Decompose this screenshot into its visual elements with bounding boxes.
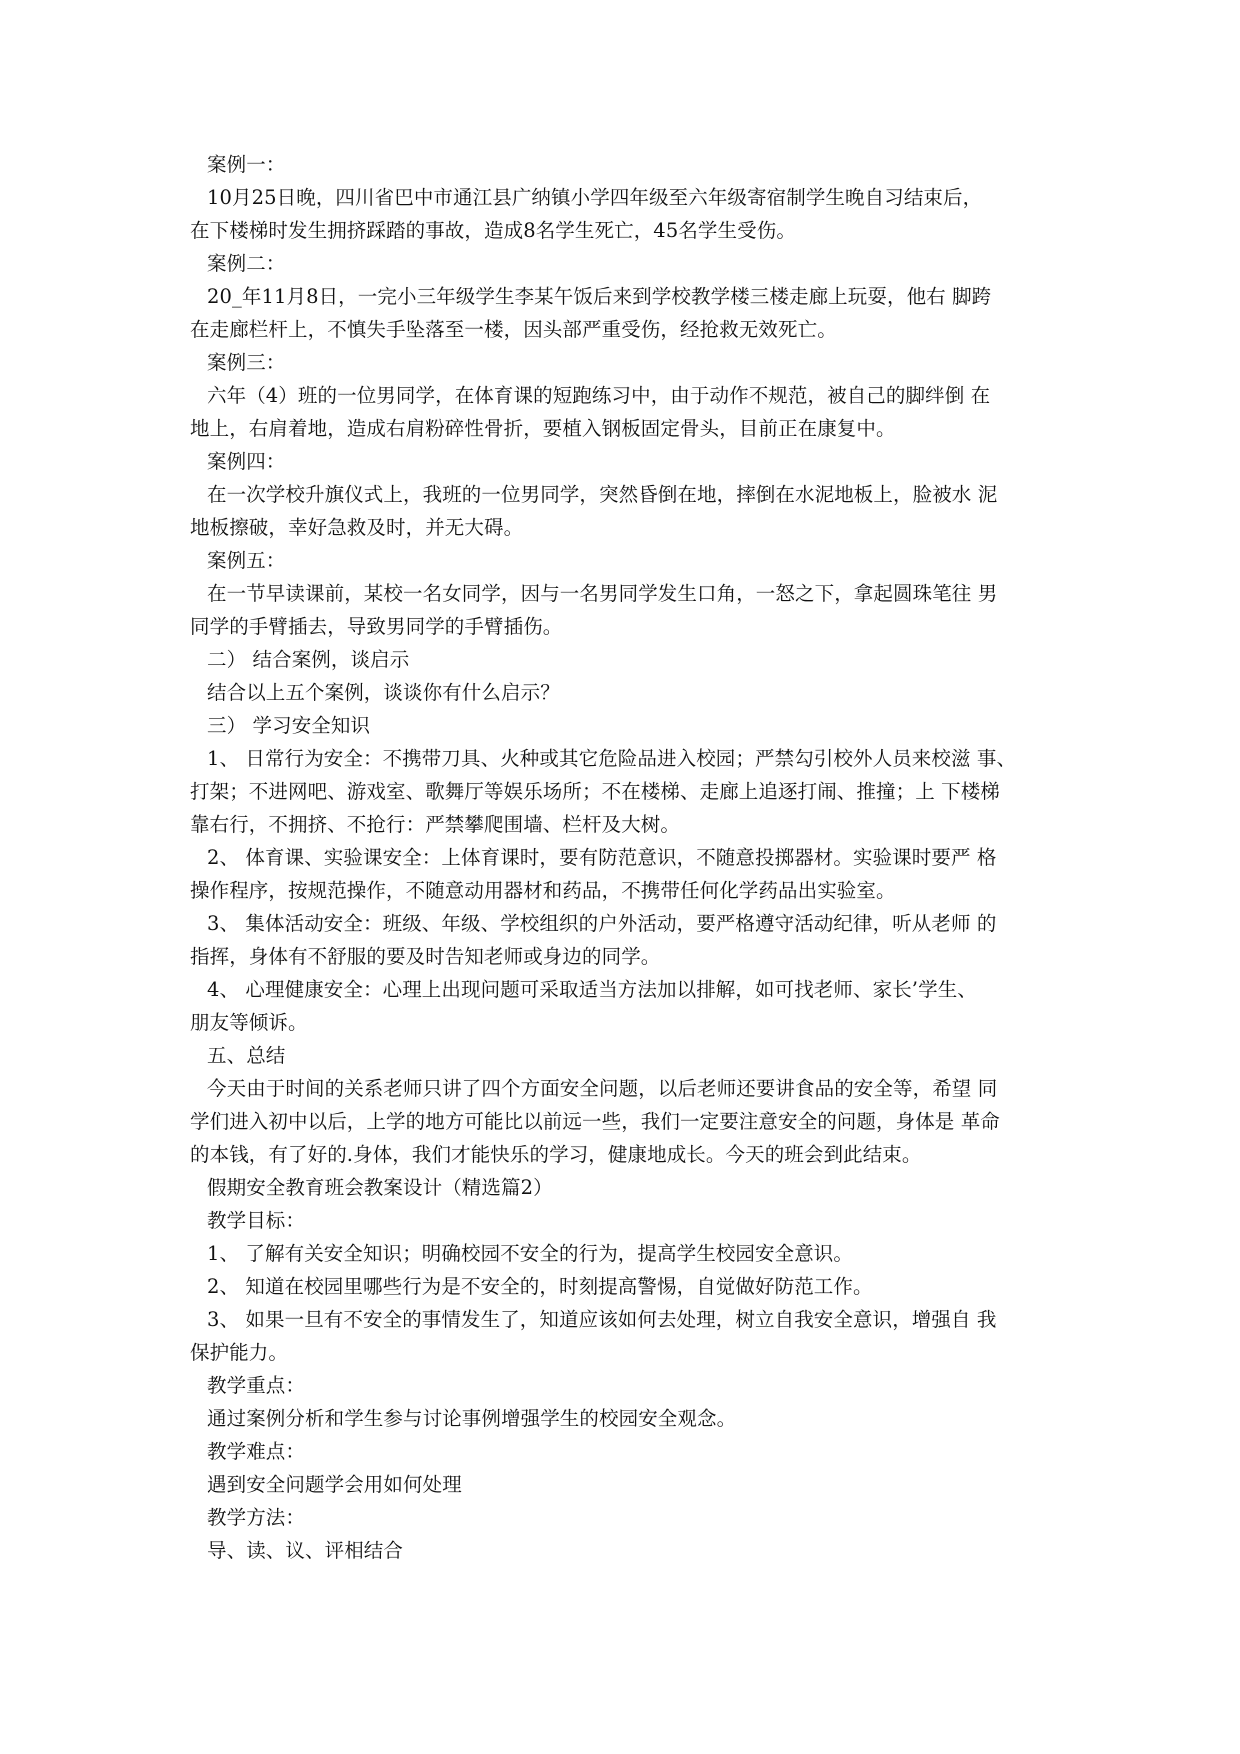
safety-item-1-line-2: 打架；不进网吧、游戏室、歌舞厅等娱乐场所；不在楼梯、走廊上追逐打闹、推撞；上 下楼梯 xyxy=(190,780,1000,803)
teaching-method-text: 导、读、议、评相结合 xyxy=(207,1539,404,1562)
teaching-goal-2: 2、 知道在校园里哪些行为是不安全的，时刻提高警惕，自觉做好防范工作。 xyxy=(207,1275,873,1298)
summary-line-2: 学们进入初中以后，上学的地方可能比以前远一些，我们一定要注意安全的问题，身体是 革命 xyxy=(190,1110,1000,1133)
case-4-heading: 案例四： xyxy=(207,450,286,473)
section-3-heading: 三） 学习安全知识 xyxy=(207,714,371,737)
safety-item-3-line-1: 3、 集体活动安全：班级、年级、学校组织的户外活动，要严格遵守活动纪律，听从老师 的 xyxy=(207,912,997,935)
summary-line-1: 今天由于时间的关系老师只讲了四个方面安全问题，以后老师还要讲食品的安全等，希望 同 xyxy=(207,1077,998,1100)
teaching-goal-3-line-2: 保护能力。 xyxy=(190,1341,289,1364)
case-2-text-line-1: 20_年11月8日，一完小三年级学生李某午饭后来到学校教学楼三楼走廊上玩耍，他右 脚跨 xyxy=(207,285,992,308)
teaching-method-heading: 教学方法： xyxy=(207,1506,306,1529)
section-2-heading: 二） 结合案例，谈启示 xyxy=(207,648,410,671)
safety-item-4-line-1: 4、 心理健康安全：心理上出现问题可采取适当方法加以排解，如可找老师、家长’学生、 xyxy=(207,978,977,1001)
case-1-text-line-1: 10月25日晚，四川省巴中市通江县广纳镇小学四年级至六年级寄宿制学生晚自习结束后， xyxy=(207,186,983,209)
case-5-heading: 案例五： xyxy=(207,549,286,572)
teaching-focus-text: 通过案例分析和学生参与讨论事例增强学生的校园安全观念。 xyxy=(207,1407,737,1430)
teaching-goal-3-line-1: 3、 如果一旦有不安全的事情发生了，知道应该如何去处理，树立自我安全意识，增强自 我 xyxy=(207,1308,997,1331)
teaching-goal-1: 1、 了解有关安全知识；明确校园不安全的行为，提高学生校园安全意识。 xyxy=(207,1242,854,1265)
safety-item-2-line-1: 2、 体育课、实验课安全：上体育课时，要有防范意识，不随意投掷器材。实验课时要严 格 xyxy=(207,846,997,869)
safety-item-1-line-3: 靠右行，不拥挤、不抢行：严禁攀爬围墙、栏杆及大树。 xyxy=(190,813,681,836)
case-4-text-line-1: 在一次学校升旗仪式上，我班的一位男同学，突然昏倒在地，摔倒在水泥地板上，脸被水 泥 xyxy=(207,483,998,506)
case-2-text-line-2: 在走廊栏杆上，不慎失手坠落至一楼，因头部严重受伤，经抢救无效死亡。 xyxy=(190,318,837,341)
document-body xyxy=(190,148,1070,1567)
summary-line-3: 的本钱，有了好的.身体，我们才能快乐的学习，健康地成长。今天的班会到此结束。 xyxy=(190,1143,922,1166)
case-3-text-line-1: 六年（4）班的一位男同学，在体育课的短跑练习中，由于动作不规范，被自己的脚绊倒 在 xyxy=(207,384,991,407)
case-1-heading: 案例一： xyxy=(207,153,286,176)
case-5-text-line-2: 同学的手臂插去，导致男同学的手臂插伤。 xyxy=(190,615,563,638)
teaching-difficulty-heading: 教学难点： xyxy=(207,1440,306,1463)
case-5-text-line-1: 在一节早读课前，某校一名女同学，因与一名男同学发生口角，一怒之下，拿起圆珠笔往 男 xyxy=(207,582,998,605)
section-5-heading: 五、总结 xyxy=(207,1044,286,1067)
case-3-text-line-2: 地上，右肩着地，造成右肩粉碎性骨折，要植入钢板固定骨头，目前正在康复中。 xyxy=(190,417,896,440)
case-3-heading: 案例三： xyxy=(207,351,286,374)
case-2-heading: 案例二： xyxy=(207,252,286,275)
safety-item-1-line-1: 1、 日常行为安全：不携带刀具、火种或其它危险品进入校园；严禁勾引校外人员来校滋 事、 xyxy=(207,747,1017,770)
safety-item-2-line-2: 操作程序，按规范操作，不随意动用器材和药品，不携带任何化学药品出实验室。 xyxy=(190,879,896,902)
safety-item-4-line-2: 朋友等倾诉。 xyxy=(190,1011,308,1034)
teaching-focus-heading: 教学重点： xyxy=(207,1374,306,1397)
teaching-difficulty-text: 遇到安全问题学会用如何处理 xyxy=(207,1473,462,1496)
case-1-text-line-2: 在下楼梯时发生拥挤踩踏的事故，造成8名学生死亡，45名学生受伤。 xyxy=(190,219,796,242)
section-2-text: 结合以上五个案例，谈谈你有什么启示？ xyxy=(207,681,560,704)
lesson-plan-2-title: 假期安全教育班会教案设计（精选篇2） xyxy=(207,1176,553,1199)
teaching-goals-heading: 教学目标： xyxy=(207,1209,306,1232)
safety-item-3-line-2: 指挥，身体有不舒服的要及时告知老师或身边的同学。 xyxy=(190,945,661,968)
case-4-text-line-2: 地板擦破，幸好急救及时，并无大碍。 xyxy=(190,516,524,539)
